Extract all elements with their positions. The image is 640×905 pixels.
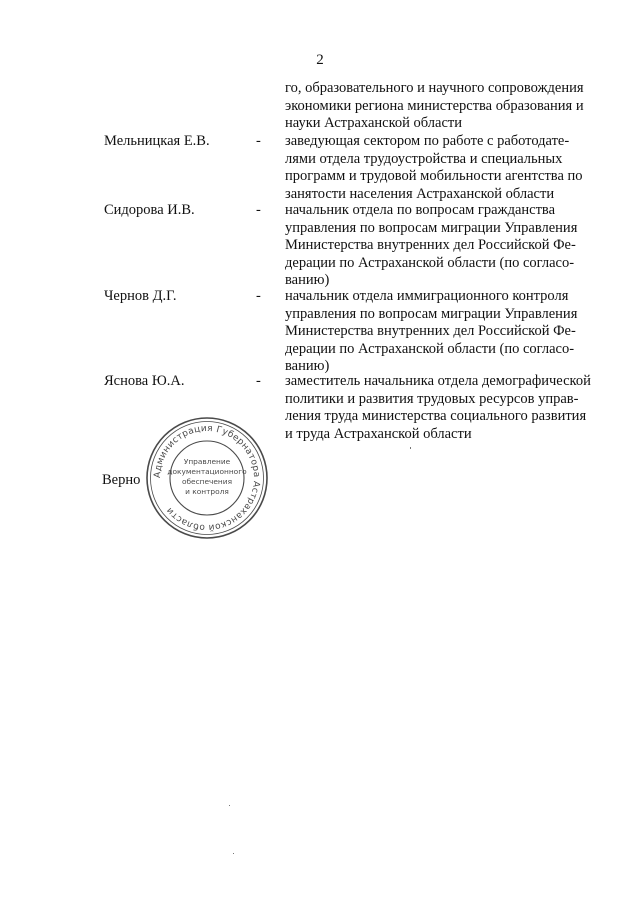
member-dash: - (256, 288, 261, 304)
text-line: дерации по Астраханской области (по согласо- (285, 340, 575, 357)
text-line: занятости населения Астраханской области (285, 185, 555, 202)
text-line: заместитель начальника отдела демографической (285, 373, 591, 389)
text-line: программ и трудовой мобильности агентства по (285, 168, 583, 184)
member-dash: - (256, 373, 261, 389)
text-line: начальник отдела по вопросам гражданства (285, 202, 556, 218)
stamp-ring-text: Администрация Губернатора Астраханской области (152, 423, 262, 533)
text-line: заведующая сектором по работе с работодате- (285, 133, 570, 149)
member-dash: - (256, 133, 261, 149)
text-line: лями отдела трудоустройства и специальных (285, 150, 563, 167)
member-role (285, 202, 610, 290)
member-name: Сидорова И.В. (104, 202, 195, 218)
member-dash: - (256, 202, 261, 218)
text-line: науки Астраханской области (285, 115, 462, 131)
member-name: Мельницкая Е.В. (104, 133, 210, 149)
stamp-center-line: документационного (167, 467, 247, 476)
verno-label: Верно (102, 472, 141, 488)
member-name: Чернов Д.Г. (104, 288, 177, 304)
text-line: управления по вопросам миграции Управления (285, 305, 578, 322)
official-stamp (145, 416, 269, 540)
text-line: Министерства внутренних дел Российской Фе- (285, 323, 576, 339)
text-line: ванию) (285, 272, 330, 288)
continuation-text (285, 80, 610, 133)
stamp-center-line: и контроля (185, 487, 229, 496)
member-role (285, 373, 610, 443)
scan-speck (410, 447, 411, 449)
member-role (285, 133, 610, 203)
page-number: 2 (316, 52, 324, 68)
text-line: дерации по Астраханской области (по согласо- (285, 254, 575, 271)
text-line: ванию) (285, 358, 330, 374)
stamp-center-line: Управление (183, 457, 231, 466)
stamp-seal-icon (145, 416, 269, 540)
member-name: Яснова Ю.А. (104, 373, 185, 389)
stamp-center-line: обеспечения (181, 477, 233, 486)
text-line: управления по вопросам миграции Управления (285, 219, 578, 236)
member-role (285, 288, 610, 376)
scan-speck (229, 805, 230, 806)
text-line: политики и развития трудовых ресурсов управ- (285, 390, 579, 407)
text-line: начальник отдела иммиграционного контроля (285, 288, 569, 304)
text-line: го, образовательного и научного сопровождения (285, 80, 584, 96)
text-line: ления труда министерства социального развития (285, 408, 587, 424)
text-line: Министерства внутренних дел Российской Фе- (285, 237, 576, 253)
text-line: и труда Астраханской области (285, 425, 472, 442)
text-line: экономики региона министерства образования и (285, 97, 584, 114)
scan-speck (233, 853, 234, 854)
